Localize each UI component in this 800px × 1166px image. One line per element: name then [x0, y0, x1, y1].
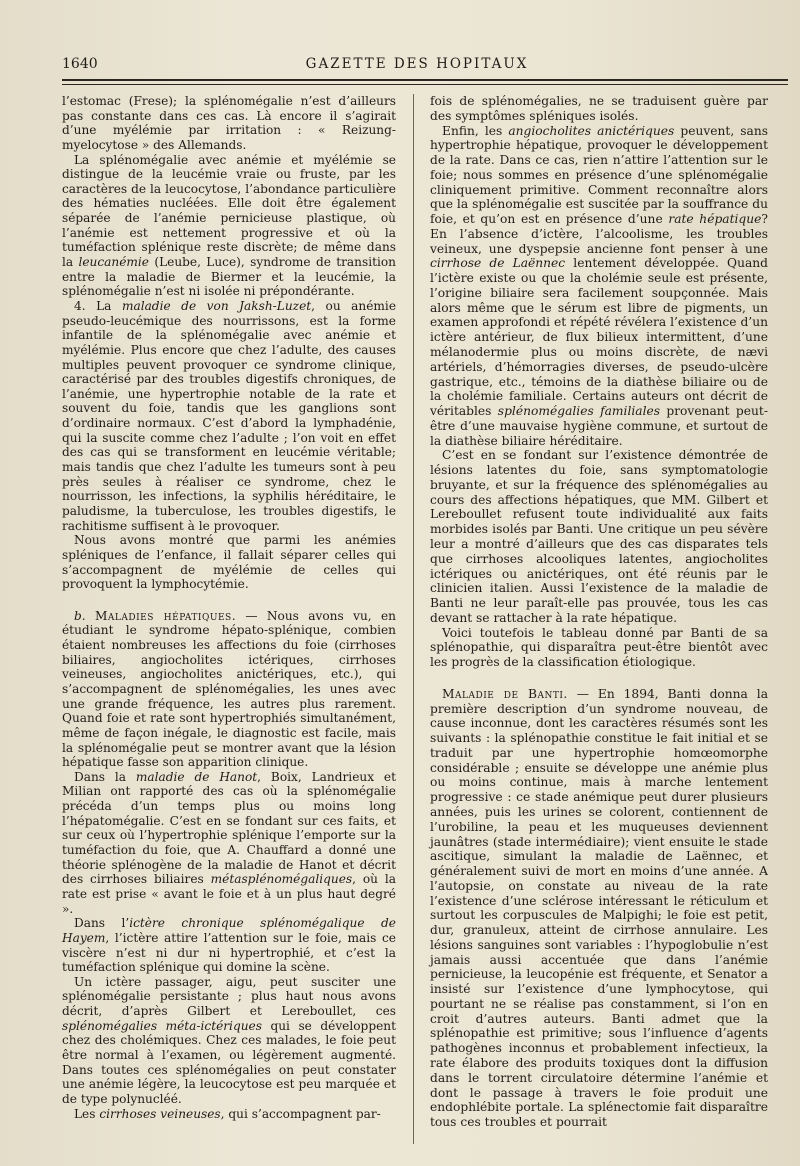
text-run: — En 1894, Banti donna la première description d’un syndrome nouveau, de cause inconnue, dont les caractères résumés sont les suivants : la splénopathie constitue le fait initial et se traduit par une hypertrophie homœomorphe considérable ; ensuite se développe une anémie plus ou moins continue, mais à marche lentement progressive : ce stade anémique peut durer plusieurs années, puis les urines se colorent, contiennent de l’urobiline, la peau et les muqueuses deviennent jaunâtres (stade intermédiaire); vient ensuite le stade ascitique, simulant la maladie de Laënnec, et généralement suivi de mort en moins d’une année. A l’autopsie, on constate au niveau de la rate l’existence d’une sclérose intéressant le réticulum et surtout les corpuscules de Malpighi; le foie est petit, dur, granuleux, atteint de cirrhose annulaire. Les lésions sanguines sont variables : l’hypoglobulie n’est jamais aussi accentuée que dans l’anémie pernicieuse, la leucopénie est fréquente, et Senator a insisté sur l’existence d’une lymphocytose, qui pourtant ne se réalise pas constamment, si l’on en croit d’autres auteurs. Banti admet que la splénopathie est primitive; sous l’influence d’agents pathogènes inconnus et probablement infectieux, la rate élabore des produits toxiques dont la diffusion dans le torrent circulatoire détermine l’anémie et dont le passage à travers le foie produit une endophlébite portale. La splénectomie fait disparaître tous ces troubles et pourrait	[430, 686, 769, 1130]
italic-text: splénomégalies familiales	[497, 404, 661, 419]
paragraph	[62, 533, 396, 592]
italic-text: métasplénomégaliques	[210, 872, 353, 887]
italic-text: splénomégalies méta-ictériques	[62, 1018, 262, 1033]
text-run: Dans l’	[74, 916, 130, 931]
text-run: peuvent, sans hypertrophie hépatique, provoquer le développement de la rate. Dans ce cas, rien n’attire l’attention sur le foie; nous sommes en présence d’une splénomégalie cliniquement primitive. Comment reconnaître alors que la splénomégalie est suscitée par la souffrance du foie, et qu’on est en présence d’une	[430, 123, 769, 227]
header-rule-thick	[62, 79, 788, 81]
text-run: (Leube, Luce), syndrome de transition entre la maladie de Biermer et la leucémie, la splénomégalie n’est ni isolée ni prépondérante.	[62, 255, 396, 299]
text-run: Nous avons montré que parmi les anémies spléniques de l’enfance, il fallait séparer celles qui s’accompagnent de myélémie de celles qui provoquent la lymphocytémie.	[62, 533, 396, 592]
text-run: — Nous avons vu, en étudiant le syndrome hépato-splénique, combien étaient nombreuses les affections du foie (cirrhoses biliaires, angiocholites ictériques, cirrhoses veineuses, angiocholites anictériques, etc.), qui s’accompagnent de splénomégalies, les unes avec une grande fréquence, les autres plus rarement. Quand foie et rate sont hypertrophiés simultanément, même de façon inégale, le diagnostic est facile, mais la splénomégalie peut se montrer avant que la lésion hépatique fasse son apparition clinique.	[62, 608, 396, 770]
text-run: , qui s’accompagnent par-	[220, 1106, 381, 1121]
paragraph	[62, 94, 396, 153]
right-column	[430, 94, 768, 1130]
text-run: C’est en se fondant sur l’existence démontrée de lésions latentes du foie, sans symptomatologie bruyante, et sur la fréquence des splénomégalies au cours des affections hépatiques, que MM. Gilbert et Lereboullet refusent toute individualité aux faits morbides isolés par Banti. Une critique un peu sévère leur a montré d’ailleurs que des cas disparates tels que cirrhoses alcooliques latentes, angiocholites ictériques ou anictériques, ont été réunis par le clinicien italien. Aussi l’existence de la maladie de Banti ne leur paraît-elle pas prouvée, tous les cas devant se rattacher à la rate hépatique.	[430, 448, 768, 625]
text-run: 4. La	[74, 298, 122, 313]
paragraph	[62, 1107, 396, 1122]
paragraph	[430, 448, 768, 625]
text-run: Les	[74, 1106, 100, 1121]
paragraph	[430, 626, 768, 670]
text-run: , où la rate est prise « avant le foie et à un plus haut degré ».	[62, 872, 396, 916]
text-run: , l’ictère attire l’attention sur le foie, mais ce viscère n’est ni dur ni hypertrophié, et c’est la tuméfaction splénique qui domine la scène.	[62, 930, 396, 975]
italic-text: cirrhose de Laënnec	[430, 256, 566, 271]
text-run: , Boix, Landrieux et Milian ont rapporté des cas où la splénomégalie précéda d’un temps plus ou moins long l’hépatomégalie. C’est en se fondant sur ces faits, et sur ceux où l’hypertrophie splénique l’emporte sur la tuméfaction du foie, que A. Chauffard a donné une théorie splénogène de la maladie de Hanot et décrit des cirrhoses biliaires	[62, 769, 396, 887]
paragraph	[62, 770, 396, 916]
italic-text: leucanémie	[78, 255, 149, 270]
italic-text: maladie de von Jaksh-Luzet	[121, 298, 312, 313]
running-title: GAZETTE DES HOPITAUX	[305, 56, 529, 72]
paragraph	[430, 124, 768, 449]
text-run: fois de splénomégalies, ne se traduisent guère par des symptômes spléniques isolés.	[430, 94, 768, 123]
italic-text: rate hépatique	[668, 212, 762, 227]
text-run: ? En l’absence d’ictère, l’alcoolisme, les troubles veineux, une dyspepsie ancienne font penser à une	[430, 212, 768, 256]
page-number: 1640	[62, 56, 98, 72]
text-run: La splénomégalie avec anémie et myélémie se distingue de la leucémie vraie ou fruste, par les caractères de la leucocytose, l’abondance particulière des hématies nucléées. Elle doit être également séparée de l’anémie pernicieuse plastique, où l’anémie est nettement progressive et où la tuméfaction splénique reste discrète; de même dans la	[62, 152, 396, 270]
italic-text: angiocholites anictériques	[508, 123, 675, 138]
section-paragraph	[430, 687, 768, 1130]
section-heading: Maladie de Banti.	[442, 686, 568, 701]
header-rule-thin	[62, 84, 788, 85]
text-run: , ou anémie pseudo-leucémique des nourrissons, est la forme infantile de la splénomégalie avec anémie et myélémie. Plus encore que chez l’adulte, des causes multiples peuvent provoquer ce syndrome clinique, caractérisé par des troubles digestifs chroniques, de l’anémie, une hypertrophie notable de la rate et souvent du foie, tandis que les ganglions sont d’ordinaire normaux. C’est d’abord la lymphadénie, qui la suscite comme chez l’adulte ; l’on voit en effet des cas qui se transforment en leucémie véritable; mais tandis que chez l’adulte les tumeurs sont à peu près seules à réaliser ce syndrome, chez le nourrisson, les infections, la syphilis héréditaire, le paludisme, la tuberculose, les troubles digestifs, le rachitisme suffisent à le provoquer.	[62, 298, 397, 533]
section-heading: Maladies hépatiques.	[95, 608, 237, 623]
italic-text: cirrhoses veineuses	[99, 1106, 221, 1121]
text-run: l’estomac (Frese); la splénomégalie n’est d’ailleurs pas constante dans ces cas. Là encore il s’agirait d’une myélémie par irritation : « Reizung-myelocytose » des Allemands.	[62, 94, 396, 152]
italic-text: b.	[74, 608, 95, 623]
italic-text: ictère chronique splénomégalique de Hayem	[62, 916, 396, 945]
paragraph	[62, 975, 396, 1107]
text-run: Un ictère passager, aigu, peut susciter une splénomégalie persistante ; plus haut nous avons décrit, d’après Gilbert et Lereboullet, ces	[62, 974, 396, 1019]
left-column	[62, 94, 396, 1121]
page-header	[62, 52, 772, 74]
text-run: Dans la	[74, 769, 136, 784]
text-run: Enfin, les	[442, 123, 509, 138]
text-run: Voici toutefois le tableau donné par Banti de sa splénopathie, qui disparaîtra peut-être bientôt avec les progrès de la classification étiologique.	[430, 625, 768, 670]
paragraph	[62, 153, 396, 299]
italic-text: maladie de Hanot	[135, 769, 258, 784]
column-divider	[413, 94, 414, 1144]
paragraph	[430, 94, 768, 124]
text-run: lentement développée. Quand l’ictère existe ou que la cholémie seule est présente, l’origine biliaire sera facilement soupçonnée. Mais alors même que le sérum est libre de pigments, un examen approfondi et répété révélera l’existence d’un ictère antérieur, de flux bilieux intermittent, d’une mélanodermie plus ou moins discrète, de nævi artériels, d’hémorragies diverses, de pseudo-ulcère gastrique, etc., témoins de la diathèse biliaire ou de la cholémie familiale. Certains auteurs ont décrit de véritables	[430, 256, 768, 419]
text-run: qui se développent chez des cholémiques. Chez ces malades, le foie peut être normal à l’examen, ou légèrement augmenté. Dans toutes ces splénomégalies on peut constater une anémie légère, la leucocytose est peu marquée et de type polynucléé.	[62, 1018, 396, 1106]
section-paragraph	[62, 609, 396, 770]
paragraph	[62, 299, 396, 533]
text-run: provenant peut-être d’une mauvaise hygiène commune, et surtout de la diathèse biliaire héréditaire.	[430, 404, 768, 448]
paragraph	[62, 916, 396, 975]
